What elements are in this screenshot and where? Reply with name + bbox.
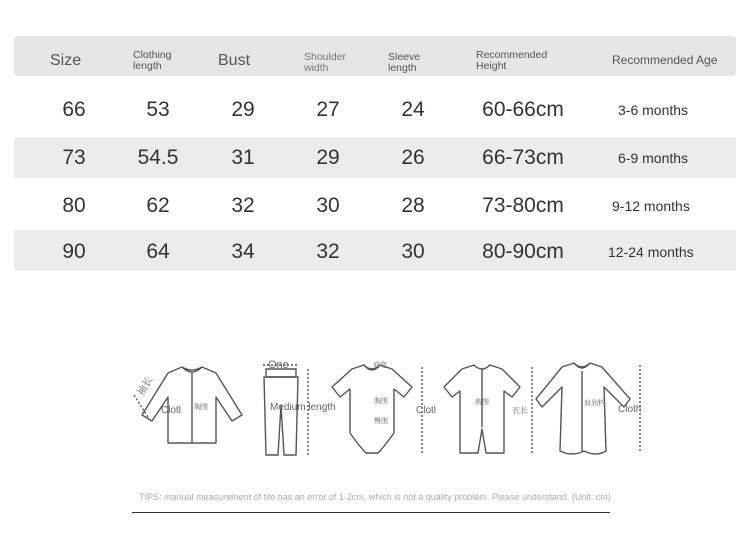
label-pants-mid: Medium length xyxy=(270,402,336,413)
label-romper-side: 衣长 xyxy=(512,406,528,415)
cell-shoulder: 27 xyxy=(316,98,340,121)
cell-length: 54.5 xyxy=(137,146,179,169)
cell-age: 3-6 months xyxy=(618,102,689,118)
cell-shoulder: 30 xyxy=(316,194,340,217)
cell-shoulder: 32 xyxy=(316,240,340,263)
label-sleepsuit-bust: 肩到档 xyxy=(584,400,605,407)
header-sleeve-length: Sleeve length xyxy=(388,51,421,75)
cell-height: 66-73cm xyxy=(482,146,564,169)
label-bodysuit-hip: 臀围 xyxy=(374,418,388,425)
label-bodysuit-side: Clotl xyxy=(416,405,437,416)
cell-height: 73-80cm xyxy=(482,194,564,217)
table-row xyxy=(14,230,736,270)
cell-length: 62 xyxy=(146,194,170,217)
header-clothing-length: Clothing length xyxy=(133,49,172,73)
label-bodysuit-shoulder: 肩宽 xyxy=(373,362,387,369)
header-size: Size xyxy=(50,52,82,69)
cell-sleeve: 30 xyxy=(401,240,425,263)
table-row xyxy=(14,186,736,226)
cell-size: 90 xyxy=(62,240,86,263)
bodysuit-illustration xyxy=(332,365,422,453)
label-top-sleeve: 袖长 xyxy=(135,375,156,398)
cell-shoulder: 29 xyxy=(316,146,340,169)
cell-age: 6-9 months xyxy=(618,150,689,166)
cell-sleeve: 26 xyxy=(401,146,425,169)
cell-size: 80 xyxy=(62,194,86,217)
label-top-side: Clotl xyxy=(161,405,182,416)
cell-length: 53 xyxy=(146,98,170,121)
cell-age: 12-24 months xyxy=(608,244,694,260)
label-pants-top: One xyxy=(268,359,289,371)
cell-height: 80-90cm xyxy=(482,240,564,263)
cell-size: 66 xyxy=(62,98,86,121)
divider xyxy=(132,512,610,513)
cell-bust: 31 xyxy=(231,146,255,169)
cell-bust: 29 xyxy=(231,98,255,121)
cell-length: 64 xyxy=(146,240,170,263)
cell-sleeve: 24 xyxy=(401,98,425,121)
label-bodysuit-bust: 胸围 xyxy=(374,398,388,405)
table-row xyxy=(14,90,736,130)
header-bust: Bust xyxy=(218,52,251,69)
cell-sleeve: 28 xyxy=(401,194,425,217)
cell-height: 60-66cm xyxy=(482,98,564,121)
cell-size: 73 xyxy=(62,146,86,169)
label-sleepsuit-side: Cloth xyxy=(618,404,642,415)
cell-bust: 34 xyxy=(231,240,255,263)
cell-bust: 32 xyxy=(231,194,255,217)
label-top-bust: 胸围 xyxy=(194,404,208,411)
label-romper-bust: 胸围 xyxy=(475,399,489,406)
table-row xyxy=(14,138,736,178)
header-recommended-height: Recommended Height xyxy=(476,49,548,73)
header-shoulder-width: Shoulder width xyxy=(304,51,347,75)
cell-age: 9-12 months xyxy=(612,198,690,214)
header-recommended-age: Recommended Age xyxy=(612,53,718,67)
measurement-tips: TIPS: manual measurement of tile has an error of 1-2cm, which is not a quality problem. Please understand. (Unit: cm) xyxy=(139,492,611,502)
size-table-header xyxy=(14,36,736,76)
